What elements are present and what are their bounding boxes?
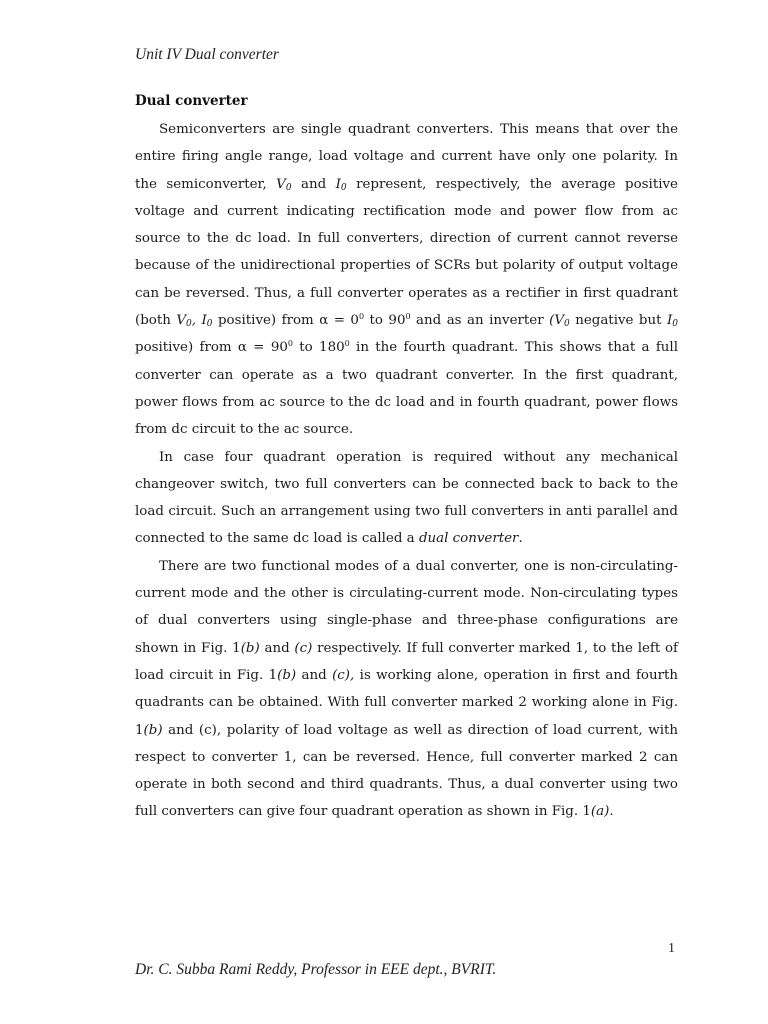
text-run: 0 [186,319,192,330]
text-run: 0 [344,339,350,349]
text-run: (c), [332,667,355,683]
text-run: There are two functional modes of a dual converter, one is non-circulating-current mode and the other is circulating-current mode. Non-circulating types of dual converters using single-phase and three-phase configurations are shown in Fig. 1 [135,558,678,656]
text-run: 0 [206,319,213,330]
text-run: negative but [569,313,667,329]
text-run: positive) from α = 90 [135,340,288,356]
text-run: (b) [143,722,163,738]
text-run: 0 [340,182,347,193]
text-run: Semiconverters are single quadrant converters. This means that over the entire firing angle range, load voltage and current have only one polarity. In the semiconverter, [135,122,678,192]
text-run: In case four quadrant operation is required without any mechanical changeover switch, two full converters can be connected back to back to the load circuit. Such an arrangement using two full converters in anti parallel and connected to the same dc load is called a [135,449,678,547]
text-run: represent, respectively, the average positive voltage and current indicating rectification mode and power flow from ac source to the dc load. In full converters, direction of current cannot reverse because of the unidirectional properties of SCRs but polarity of output voltage can be reversed. Thus, a full converter operates as a rectifier in first quadrant (both [135,176,678,329]
text-run: (b) [277,667,297,683]
text-run: I [666,313,673,329]
text-run: respectively. If full converter marked 1, to the left of load circuit in Fig. 1 [135,640,678,683]
text-run: dual converter [418,531,519,547]
text-run: (V [549,313,564,329]
body-text [135,116,678,826]
text-run: V [176,313,187,329]
text-run: to 90 [364,313,406,329]
section-title: Dual converter [135,93,248,109]
text-run: 0 [287,339,293,349]
text-run: and (c), polarity of load voltage as well as direction of load current, with respect to converter 1, can be reversed. Hence, full converter marked 2 can operate in both second and third quadrants. Thus, a dual converter using two full converters can give four quadrant operation as shown in Fig. 1 [135,722,678,820]
text-run: 0 [672,319,679,330]
text-run: positive) from α = 0 [212,313,359,329]
text-run: and [259,640,295,656]
text-run: I [201,313,207,329]
page-number: 1 [668,941,675,956]
text-run: . [518,531,523,547]
text-run: V [276,176,286,192]
text-run: (a) [590,804,610,820]
text-run: 0 [405,312,411,322]
paragraph-3 [135,553,678,826]
text-run: 0 [285,182,292,193]
text-run: . [609,804,614,820]
page-header: Unit IV Dual converter [135,46,279,63]
text-run: to 180 [292,340,345,356]
text-run: , [191,313,202,329]
text-run: (c) [294,640,313,656]
text-run: 0 [564,319,570,330]
text-run: and [291,176,336,192]
text-run: in the fourth quadrant. This shows that a full converter can operate as a two quadrant converter. In the first quadrant, power flows from ac source to the dc load and in fourth quadrant, power flows from dc circuit to the ac source. [135,340,678,438]
paragraph-2 [135,444,678,553]
text-run: 0 [358,312,365,322]
paragraph-1 [135,116,678,444]
text-run: I [335,176,341,192]
text-run: and as an inverter [410,313,550,329]
text-run: and [296,667,333,683]
page-footer: Dr. C. Subba Rami Reddy, Professor in EEE dept., BVRIT. [135,961,497,978]
text-run: is working alone, operation in first and fourth quadrants can be obtained. With full converter marked 2 working alone in Fig. 1 [135,667,678,738]
text-run: (b) [240,640,260,656]
